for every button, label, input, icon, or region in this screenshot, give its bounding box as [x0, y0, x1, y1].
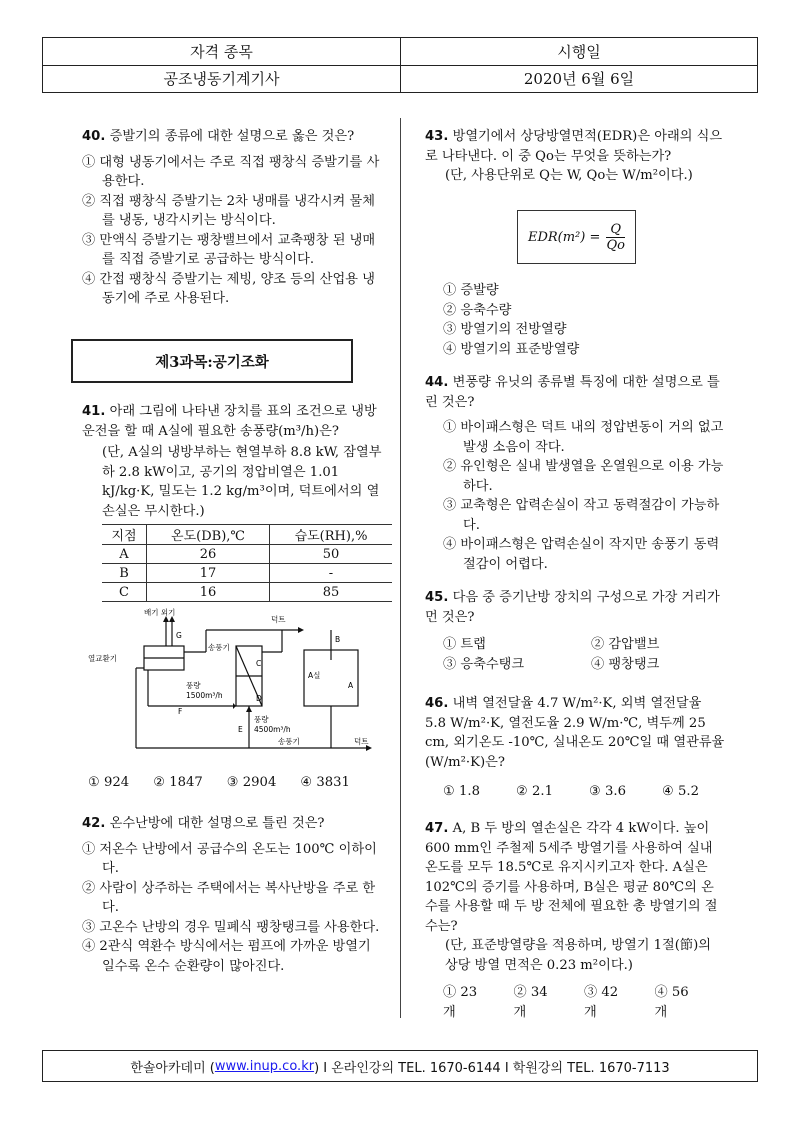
diagram-room-label: A실: [308, 671, 321, 680]
table-row: [102, 545, 392, 564]
option-3: ③ 방열기의 전방열량: [443, 322, 567, 337]
question-number: 45.: [425, 590, 449, 605]
question-number: 46.: [425, 696, 449, 711]
answer-4: ④ 3831: [300, 775, 350, 790]
table-cell: 26: [147, 545, 270, 564]
option-1: ① 대형 냉동기에서는 주로 직접 팽창식 증발기를 사용한다.: [82, 154, 380, 189]
header-subject-value: 공조냉동기계기사: [43, 65, 401, 92]
diagram-duct-bottom-label: 덕트: [354, 737, 369, 746]
option-2: ② 사람이 상주하는 주택에서는 복사난방을 주로 한다.: [82, 880, 376, 915]
option-4: ④ 2관식 역환수 방식에서는 펌프에 가까운 방열기일수록 온수 순환량이 많아진다.: [82, 939, 371, 974]
question-note: (단, 사용단위로 Q는 W, Qo는 W/m²이다.): [445, 168, 693, 183]
table-header: 지점: [102, 525, 147, 545]
option-3: ③ 응축수탱크: [443, 656, 525, 672]
ahu-system-diagram: [86, 608, 386, 758]
table-cell: 17: [147, 564, 270, 583]
footer-contact-info: ) I 온라인강의 TEL. 1670-6144 I 학원강의 TEL. 1670-7113: [314, 1060, 670, 1076]
option-4: ④ 팽창탱크: [591, 656, 660, 672]
condition-table-wrap: [102, 524, 392, 602]
question-40: [82, 127, 382, 309]
diagram-c-label: C: [256, 659, 262, 668]
diagram-airflow2-label: 풍량: [254, 715, 269, 724]
option-4: ④ 방열기의 표준방열량: [443, 341, 580, 357]
question-title: 온수난방에 대한 설명으로 틀린 것은?: [109, 816, 325, 831]
option-3: ③ 고온수 난방의 경우 밀폐식 팽창탱크를 사용한다.: [82, 919, 380, 935]
answer-1: ① 924: [88, 775, 130, 790]
table-header: 습도(RH),%: [270, 525, 393, 545]
header-date-label: 시행일: [557, 43, 601, 61]
question-number: 43.: [425, 129, 449, 144]
diagram-fan-bottom-label: 송풍기: [278, 737, 300, 746]
diagram-duct-top-label: 덕트: [271, 615, 286, 624]
answer-1: ① 1.8: [443, 784, 480, 799]
option-1: ① 바이패스형은 덕트 내의 정압변동이 거의 없고 발생 소음이 작다.: [443, 420, 724, 455]
section-title: 제3과목:공기조화: [71, 339, 353, 383]
option-2: ② 직접 팽창식 증발기는 2차 냉매를 냉각시켜 물체를 냉동, 냉각시키는 방식이다.: [82, 193, 375, 228]
formula-denominator: Qo: [606, 237, 625, 253]
question-47: [425, 819, 725, 1022]
exam-header-table: [42, 37, 758, 93]
answer-3: ③ 42개: [584, 985, 619, 1020]
footer-academy: 한솔아카데미 (: [130, 1060, 215, 1076]
diagram-fan-label: 송풍기: [208, 643, 230, 652]
answer-3: ③ 2904: [226, 775, 277, 790]
diagram-heat-exchanger-label: 열교환기: [88, 654, 117, 663]
footer-contact-bar: [42, 1050, 758, 1082]
diagram-g-label: G: [176, 631, 182, 640]
question-41: [82, 402, 382, 521]
diagram-airflow1-label: 풍량: [186, 681, 201, 690]
question-44: [425, 373, 725, 574]
diagram-airflow2-value: 4500m³/h: [254, 725, 291, 734]
formula-lhs: EDR(m²) =: [527, 229, 601, 245]
question-title: 내벽 열전달율 4.7 W/m²·K, 외벽 열전달율 5.8 W/m²·K, 열전도율 2.9 W/m·℃, 벽두께 25 cm, 외기온도 -10℃, 실내온도 20℃일 때 열관류율(W/m²·K)은?: [425, 696, 725, 770]
question-title: 방열기에서 상당방열면적(EDR)은 아래의 식으로 나타낸다. 이 중 Qo는 무엇을 뜻하는가?: [425, 129, 723, 164]
table-cell: 16: [147, 583, 270, 602]
answer-2: ② 2.1: [516, 784, 553, 799]
table-header: 온도(DB),℃: [147, 525, 270, 545]
question-title: A, B 두 방의 열손실은 각각 4 kW이다. 높이 600 mm인 주철제 5세주 방열기를 사용하여 실내온도를 모두 18.5℃로 유지시키고자 한다. A실은 102℃의 증기를 사용하며, B실은 평균 80℃의 온수를 사용할 때 두 방 전체에 필요한 총 방열기의 절수는?: [425, 821, 718, 934]
option-4: ④ 간접 팽창식 증발기는 제빙, 양조 등의 산업용 냉동기에 주로 사용된다.: [82, 271, 375, 306]
question-45: [425, 588, 725, 674]
question-43-options: [443, 281, 743, 359]
diagram-f-label: F: [178, 707, 183, 716]
header-subject-label: 자격 종목: [43, 38, 401, 65]
table-cell: C: [102, 583, 147, 602]
column-divider: [400, 118, 401, 1018]
header-date-value: 2020년 6월 6일: [523, 70, 635, 88]
question-number: 42.: [82, 816, 106, 831]
option-2: ② 유인형은 실내 발생열을 온열원으로 이용 가능하다.: [443, 459, 724, 494]
footer-website-link[interactable]: www.inup.co.kr: [214, 1058, 315, 1074]
question-note: (단, 표준방열량을 적용하며, 방열기 1절(節)의 상당 방열 면적은 0.23 m²이다.): [445, 938, 711, 973]
table-cell: B: [102, 564, 147, 583]
question-41-answers: [88, 773, 388, 793]
question-43: [425, 127, 725, 186]
question-number: 40.: [82, 129, 106, 144]
question-note: (단, A실의 냉방부하는 현열부하 8.8 kW, 잠열부하 2.8 kW이고, 공기의 정압비열은 1.01 kJ/kg·K, 밀도는 1.2 kg/m³이며, 덕트에서의 열손실은 무시한다.): [102, 445, 382, 519]
formula-numerator: Q: [606, 222, 625, 238]
question-number: 41.: [82, 404, 106, 419]
diagram-d-label: D: [256, 694, 262, 703]
option-2: ② 감압밸브: [591, 637, 660, 652]
question-title: 변풍량 유닛의 종류별 특징에 대한 설명으로 틀린 것은?: [425, 375, 720, 410]
question-title: 증발기의 종류에 대한 설명으로 옳은 것은?: [109, 129, 355, 144]
diagram-e-label: E: [238, 725, 243, 734]
answer-2: ② 34개: [513, 985, 548, 1020]
option-1: ① 트랩: [443, 637, 486, 652]
edr-formula-box: [517, 210, 636, 264]
option-4: ④ 바이패스형은 압력손실이 작지만 송풍기 동력 절감이 어렵다.: [443, 537, 720, 572]
diagram-a-label: A: [348, 681, 354, 690]
question-number: 47.: [425, 821, 449, 836]
table-cell: A: [102, 545, 147, 564]
question-number: 44.: [425, 375, 449, 390]
option-3: ③ 만액식 증발기는 팽창밸브에서 교축팽창 된 냉매를 직접 증발기로 공급하는 방식이다.: [82, 232, 376, 267]
table-row: [102, 583, 392, 602]
answer-2: ② 1847: [153, 775, 203, 790]
option-3: ③ 교축형은 압력손실이 작고 동력절감이 가능하다.: [443, 498, 720, 533]
question-title: 다음 중 증기난방 장치의 구성으로 가장 거리가 먼 것은?: [425, 590, 720, 625]
answer-1: ① 23개: [443, 985, 478, 1020]
formula-fraction: [606, 222, 625, 253]
answer-3: ③ 3.6: [589, 784, 626, 799]
condition-table: [102, 524, 392, 602]
question-46: [425, 694, 725, 802]
question-42: [82, 814, 382, 976]
table-cell: -: [270, 564, 393, 583]
option-1: ① 저온수 난방에서 공급수의 온도는 100℃ 이하이다.: [82, 841, 377, 876]
question-title: 아래 그림에 나타낸 장치를 표의 조건으로 냉방운전을 할 때 A실에 필요한 송풍량(m³/h)은?: [82, 404, 377, 439]
answer-4: ④ 5.2: [662, 784, 699, 799]
diagram-airflow1-value: 1500m³/h: [186, 691, 223, 700]
diagram-exhaust-intake-label: 배기 외기: [144, 608, 176, 617]
table-cell: 85: [270, 583, 393, 602]
answer-4: ④ 56개: [654, 985, 689, 1020]
option-2: ② 응축수량: [443, 302, 512, 318]
option-1: ① 증발량: [443, 283, 499, 298]
table-cell: 50: [270, 545, 393, 564]
table-row: [102, 564, 392, 583]
diagram-b-label: B: [335, 635, 341, 644]
